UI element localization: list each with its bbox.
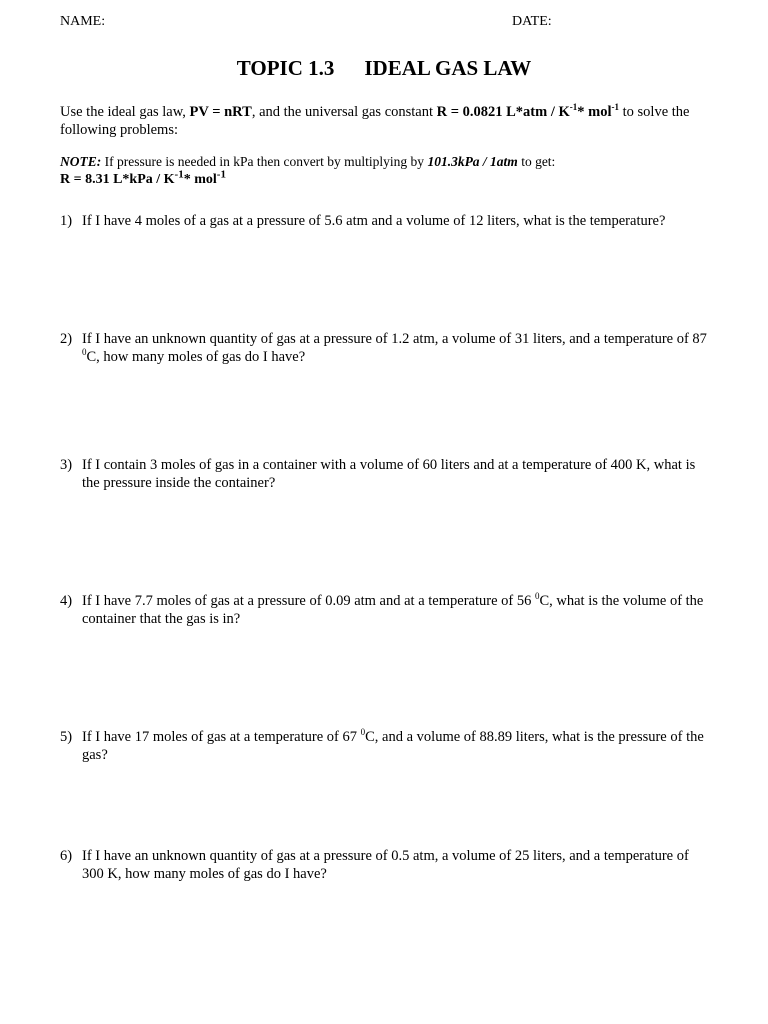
gas-constant <box>437 104 619 120</box>
gas-constant-value: R = 0.0821 L*atm / K <box>436 104 570 120</box>
question-number: 4) <box>60 593 73 609</box>
question-5 <box>60 728 710 764</box>
question-text-b: C, and a volume of 88.89 liters, what is the pressure of the gas? <box>82 729 704 763</box>
question-3 <box>60 456 710 492</box>
gas-constant-mol: * mol <box>577 104 612 120</box>
question-text: If I have an unknown quantity of gas at a pressure of 0.5 atm, a volume of 25 liters, and a temperature of 300 K, how many moles of gas do I have? <box>82 848 689 882</box>
kpa-constant-mol: * mol <box>183 172 217 187</box>
worksheet-header <box>60 14 708 34</box>
note-text-2: to get: <box>517 154 556 169</box>
name-label: NAME: <box>60 14 106 29</box>
gas-constant-exp-2: -1 <box>611 102 619 113</box>
instructions <box>60 103 710 139</box>
date-label: DATE: <box>512 14 552 29</box>
question-2 <box>60 330 710 366</box>
degree-superscript: 0 <box>360 727 366 738</box>
kpa-constant-value: R = 8.31 L*kPa / K <box>60 172 175 187</box>
question-text-a: If I have 17 moles of gas at a temperature of 67 <box>82 729 361 745</box>
gas-constant-exp-1: -1 <box>569 102 578 113</box>
question-text-b: C, what is the volume of the container that the gas is in? <box>82 593 704 627</box>
question-number: 2) <box>60 331 73 347</box>
question-text: If I contain 3 moles of gas in a container with a volume of 60 liters and at a temperature of 400 K, what is the pressure inside the container? <box>82 457 696 491</box>
question-text <box>82 592 710 628</box>
page-title <box>0 56 768 81</box>
kpa-gas-constant <box>60 168 710 189</box>
kpa-constant-exp-2: -1 <box>216 168 226 181</box>
ideal-gas-formula: PV = nRT <box>189 104 252 120</box>
question-number: 6) <box>60 848 73 864</box>
question-1 <box>60 212 710 230</box>
question-number: 1) <box>60 213 73 229</box>
intro-text-3: to solve the following problems: <box>60 104 690 138</box>
kpa-constant-exp-1: -1 <box>174 168 184 181</box>
topic-number: TOPIC 1.3 <box>236 56 335 80</box>
question-text-a: If I have an unknown quantity of gas at a pressure of 1.2 atm, a volume of 31 liters, and a temperature of 87 <box>82 331 707 347</box>
question-text: If I have 4 moles of a gas at a pressure of 5.6 atm and a volume of 12 liters, what is the temperature? <box>82 213 666 229</box>
intro-text-1: Use the ideal gas law, <box>60 104 190 120</box>
question-text-b: C, how many moles of gas do I have? <box>86 349 306 365</box>
conversion-factor: 101.3kPa / 1atm <box>427 154 518 169</box>
question-text <box>82 330 710 366</box>
conversion-note <box>60 153 710 189</box>
question-number: 3) <box>60 457 73 473</box>
note-text-1: If pressure is needed in kPa then convert by multiplying by <box>101 154 428 169</box>
question-text <box>82 728 710 764</box>
question-4 <box>60 592 710 628</box>
intro-text-2: , and the universal gas constant <box>251 104 437 120</box>
question-number: 5) <box>60 729 73 745</box>
degree-superscript: 0 <box>82 347 87 358</box>
note-line <box>60 153 710 171</box>
question-6 <box>60 847 710 883</box>
degree-superscript: 0 <box>534 591 540 602</box>
note-label: NOTE: <box>60 154 102 169</box>
topic-name: IDEAL GAS LAW <box>364 56 532 80</box>
question-text-a: If I have 7.7 moles of gas at a pressure of 0.09 atm and at a temperature of 56 <box>82 593 535 609</box>
